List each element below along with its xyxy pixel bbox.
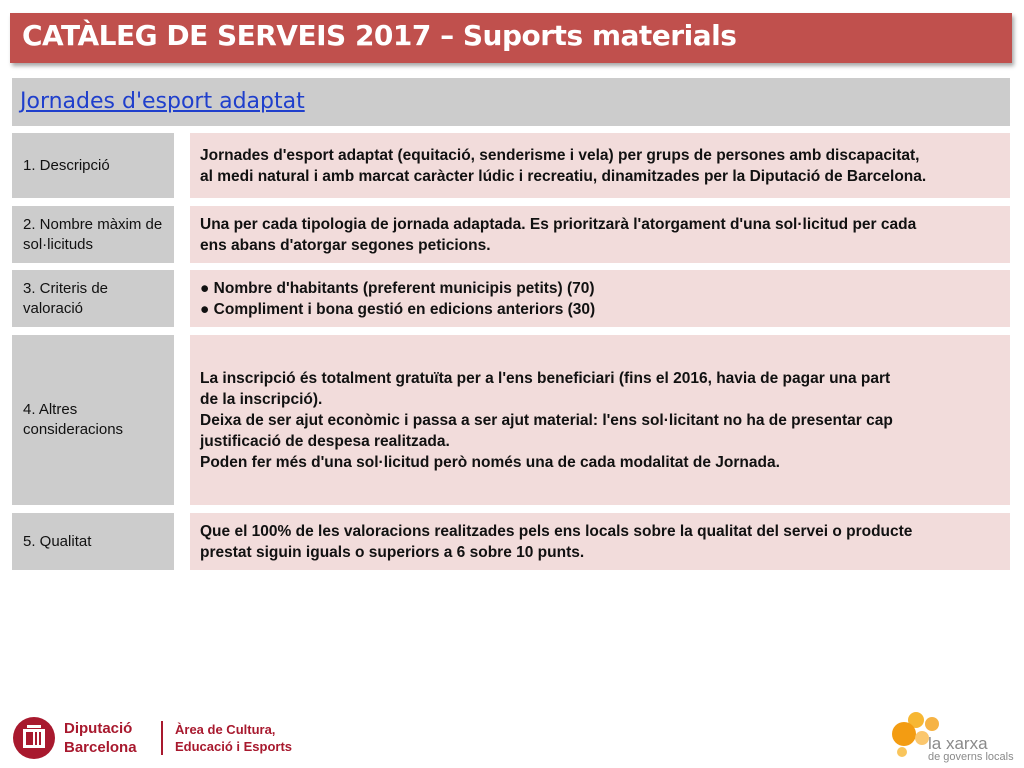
row-content-text: ● Nombre d'habitants (preferent municipis petits) (70) ● Compliment i bona gestió en edicions anteriors (30) xyxy=(200,279,596,318)
row-label-text: 2. Nombre màxim de sol·licituds xyxy=(23,215,163,253)
service-title-link[interactable]: Jornades d'esport adaptat xyxy=(20,89,305,114)
row-content-text: Jornades d'esport adaptat (equitació, senderisme i vela) per grups de persones amb discapacitat, al medi natural i amb marcat caràcter lúdic i recreatiu, dinamitzades per la Diputació de Barcelona. xyxy=(200,146,927,185)
xarxa-name: la xarxa xyxy=(928,734,988,753)
row-label-nombre-maxim xyxy=(12,206,174,263)
row-label-text: 4. Altres consideracions xyxy=(23,401,124,438)
area-name: Àrea de Cultura, Educació i Esports xyxy=(175,722,293,754)
row-content-nombre-maxim xyxy=(190,206,1010,263)
page-title: CATÀLEG DE SERVEIS 2017 – Suports materials xyxy=(22,19,737,52)
diputacio-seal-icon xyxy=(12,716,56,760)
row-label-descripcio xyxy=(12,133,174,198)
footer-divider xyxy=(161,721,163,755)
footer xyxy=(0,700,1024,768)
row-content-altres xyxy=(190,335,1010,505)
row-content-text: Que el 100% de les valoracions realitzades pels ens locals sobre la qualitat del servei o producte prestat siguin iguals o superiors a 6 sobre 10 punts. xyxy=(200,522,913,561)
row-content-text: Una per cada tipologia de jornada adaptada. Es prioritzarà l'atorgament d'una sol·licitud per cada ens abans d'atorgar segones peticions. xyxy=(200,215,917,254)
row-content-text: La inscripció és totalment gratuïta per a l'ens beneficiari (fins el 2016, havia de pagar una part de la inscripció). Deixa de ser ajut econòmic i passa a ser ajut material: l'ens sol·licitant no ha de presentar cap justificació de despesa realitzada. Poden fer més d'una sol·licitud però només una de cada modalitat de Jornada. xyxy=(200,369,893,471)
row-content-qualitat xyxy=(190,513,1010,570)
subtitle-bar xyxy=(12,78,1010,126)
row-label-text: 1. Descripció xyxy=(23,156,110,174)
row-label-altres xyxy=(12,335,174,505)
row-content-descripcio xyxy=(190,133,1010,198)
row-label-criteris xyxy=(12,270,174,327)
row-label-text: 3. Criteris de valoració xyxy=(23,279,109,317)
xarxa-subtitle: de governs locals xyxy=(928,751,1014,763)
row-label-qualitat xyxy=(12,513,174,570)
row-content-criteris xyxy=(190,270,1010,327)
row-label-text: 5. Qualitat xyxy=(23,532,92,550)
diputacio-name: Diputació Barcelona xyxy=(64,720,137,756)
